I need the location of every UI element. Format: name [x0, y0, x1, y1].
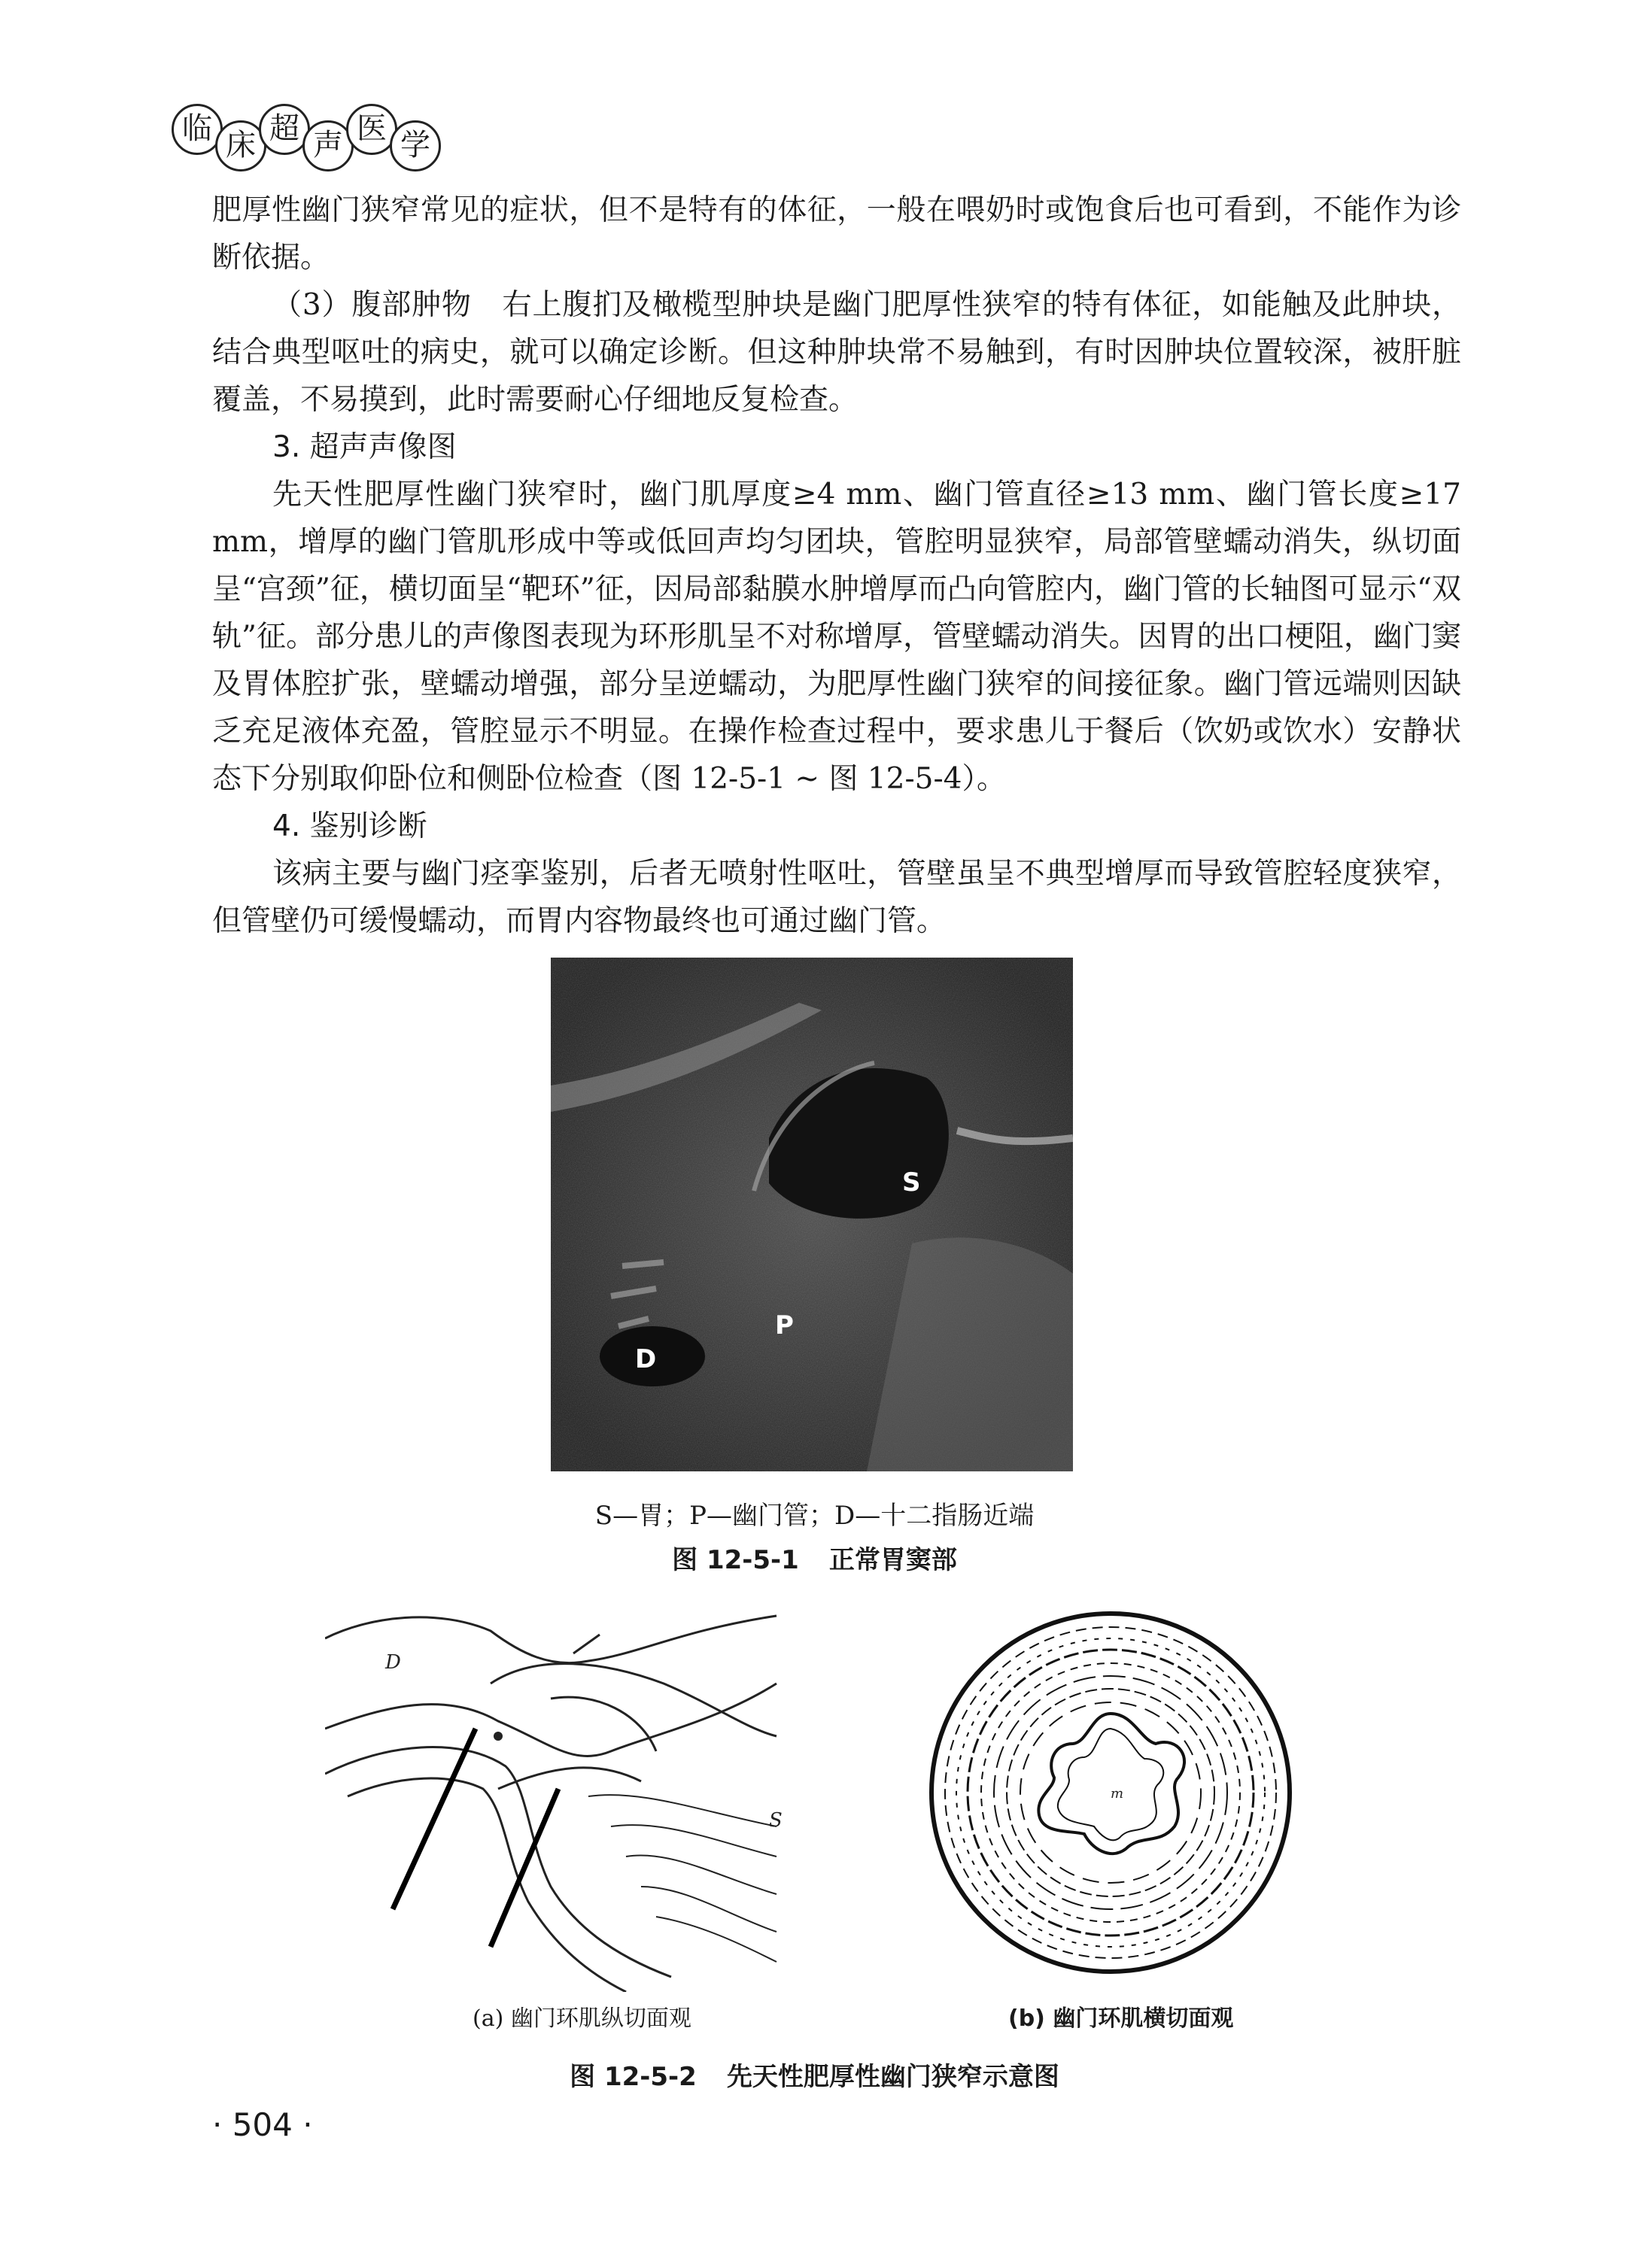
header-char: 学 — [390, 120, 441, 172]
us-label-d: D — [635, 1344, 657, 1374]
paragraph: 该病主要与幽门痉挛鉴别，后者无喷射性呕吐，管壁虽呈不典型增厚而导致管腔轻度狭窄，但管壁仍可缓慢蠕动，而胃内容物最终也可通过幽门管。 — [212, 857, 1461, 938]
us-label-s: S — [902, 1167, 921, 1198]
body-text — [212, 187, 1461, 945]
paragraph: 先天性肥厚性幽门狭窄时，幽门肌厚度≥4 mm、幽门管直径≥13 mm、幽门管长度≥17 mm，增厚的幽门管肌形成中等或低回声均匀团块，管腔明显狭窄，局部管壁蠕动消失，纵切面呈“宫颈”征，横切面呈“靶环”征，因局部黏膜水肿增厚而凸向管腔内，幽门管的长轴图可显示“双轨”征。部分患儿的声像图表现为环形肌呈不对称增厚，管壁蠕动消失。因胃的出口梗阻，幽门窦及胃体腔扩张，壁蠕动增强，部分呈逆蠕动，为肥厚性幽门狭窄的间接征象。幽门管远端则因缺乏充足液体充盈，管腔显示不明显。在操作检查过程中，要求患儿于餐后（饮奶或饮水）安静状态下分别取仰卧位和侧卧位检查（图 12-5-1 ~ 图 12-5-4）。 — [212, 478, 1461, 796]
figure1-caption — [0, 1539, 1629, 1576]
figure2b-caption: (b) 幽门环肌横切面观 — [1008, 2005, 1234, 2032]
header-char: 超 — [259, 104, 310, 155]
paragraph: 肥厚性幽门狭窄常见的症状，但不是特有的体征，一般在喂奶时或饱食后也可看到，不能作为诊断依据。 — [212, 193, 1461, 275]
longitudinal-graphic — [325, 1601, 814, 1992]
section-heading: 4. 鉴别诊断 — [272, 809, 427, 843]
paragraph — [212, 281, 1461, 424]
us-label-p: P — [775, 1310, 794, 1340]
cross-section-graphic — [922, 1608, 1299, 1977]
cross-section-drawing — [922, 1608, 1299, 1977]
header-char: 声 — [302, 120, 354, 172]
header-char: 临 — [172, 104, 223, 155]
figure2a-caption: (a) 幽门环肌纵切面观 — [473, 2005, 691, 2032]
figure1-legend: S—胃；P—幽门管；D—十二指肠近端 — [594, 1501, 1035, 1531]
figure1-caption-title: 正常胃窦部 — [828, 1545, 957, 1575]
paragraph-label: （3）腹部肿物 — [272, 288, 472, 322]
drawing-label-s: S — [769, 1809, 783, 1832]
header-char: 医 — [346, 104, 397, 155]
page-number: · 504 · — [212, 2106, 313, 2143]
header-char: 床 — [215, 120, 266, 172]
ultrasound-graphic — [551, 958, 1073, 1471]
figure1-caption-number: 图 12-5-1 — [672, 1545, 799, 1575]
paragraph-text: 右上腹扪及橄榄型肿块是幽门肥厚性狭窄的特有体征，如能触及此肿块，结合典型呕吐的病史，就可以确定诊断。但这种肿块常不易触到，有时因肿块位置较深，被肝脏覆盖，不易摸到，此时需要耐心仔细地反复检查。 — [212, 288, 1461, 417]
drawing-label-m: m — [1111, 1786, 1124, 1802]
section-heading: 3. 超声声像图 — [272, 430, 457, 464]
figure2-caption — [0, 2056, 1629, 2093]
ultrasound-image — [551, 958, 1073, 1471]
figure2-caption-title: 先天性肥厚性幽门狭窄示意图 — [726, 2062, 1059, 2092]
drawing-label-d: D — [385, 1651, 401, 1674]
longitudinal-drawing — [325, 1601, 814, 1992]
figure2-caption-number: 图 12-5-2 — [570, 2062, 697, 2092]
